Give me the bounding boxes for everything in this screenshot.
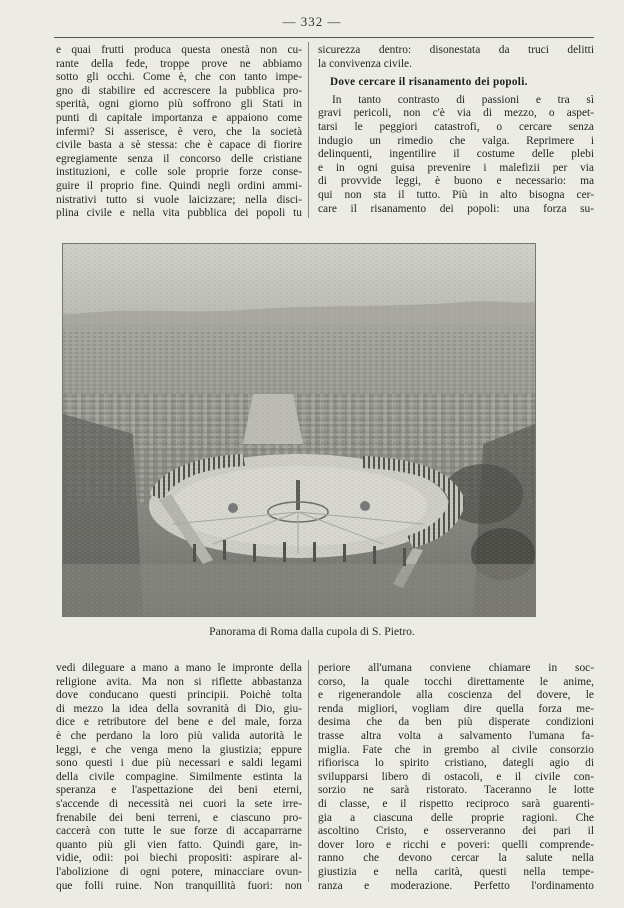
text-line: speranza e l'aspettazione dei beni eterni, (56, 784, 302, 797)
text-line: di mezzo la idea della sovranità di Dio, giu- (56, 702, 302, 715)
text-line: della civile compagine. Similmente estinta la (56, 770, 302, 783)
text-line: que folli ruine. Non tranquillità fuori: non (56, 879, 302, 892)
text-line: egregiamente senza il concorso delle cristiane (56, 152, 302, 165)
text-line: svilupparsi libero di ostacoli, e il civile con- (318, 770, 594, 783)
text-line: l'abolizione di ogni potere, minacciare ovun- (56, 865, 302, 878)
text-line: punti di capitale importanza e appaiono come (56, 111, 302, 124)
text-line: ranza e moderazione. Perfetto l'ordinamento (318, 879, 594, 892)
text-line: corso, la quale tocchi direttamente le anime, (318, 675, 594, 688)
text-line: di classe, e il rispetto reciproco sarà guarenti- (318, 797, 594, 810)
text-line: sicurezza dentro: disonestata da truci delitti (318, 44, 594, 56)
bottom-left-column (56, 662, 302, 893)
text-line: e quai frutti produca questa onestà non cu- (56, 44, 302, 56)
text-line: periore all'umana conviene chiamare in soc- (318, 662, 594, 674)
text-line: desima che da ben più disperate condizioni (318, 716, 594, 729)
text-line: di provvide leggi, è buono e necessario: ma (318, 175, 594, 188)
top-left-column (56, 44, 302, 221)
panorama-photo (62, 243, 536, 617)
text-line: leggi, e che venga meno la giustizia; eppure (56, 743, 302, 756)
text-line: qui non sta il tutto. Più in alto bisogna cer- (318, 188, 594, 201)
column-divider-bottom (308, 660, 309, 882)
text-line: giustizia e nella carità, questi nella tempe- (318, 865, 594, 878)
text-line: vidie, odii: poi biechi propositi: aspirare al- (56, 852, 302, 865)
text-line: ascoltino Cristo, e osserveranno dei pari il (318, 825, 594, 838)
text-line: vedi dileguare a mano a mano le impronte della (56, 662, 302, 674)
text-line: instituzioni, e colle sole proprie forze conse- (56, 166, 302, 179)
text-line: caccerà con tutte le sue forze di accaparrarne (56, 825, 302, 838)
bottom-right-column (318, 662, 594, 893)
text-line: quanto più gli vien fatto. Quindi gare, in- (56, 838, 302, 851)
header-rule (54, 37, 594, 38)
top-right-column (318, 44, 594, 216)
text-line: nistrativi tutto si vuole laicizzare; nella disci- (56, 193, 302, 206)
text-line: rifiorisca lo spirito cristiano, dategli agio di (318, 757, 594, 770)
text-line: e in ogni guisa prevenire i malefizii per via (318, 161, 594, 174)
text-line: è che perdano la loro più valida autorità le (56, 729, 302, 742)
text-line: sorzio ne sarà ristorato. Taceranno le lotte (318, 784, 594, 797)
text-line: infermi? Si asserisce, è vero, che la società (56, 125, 302, 138)
text-line: plina civile e nella vita pubblica dei popoli tu (56, 207, 302, 220)
section-heading: Dove cercare il risanamento dei popoli. (330, 76, 528, 89)
text-line: e rigenerandole alla coscienza del dovere, le (318, 689, 594, 702)
text-line: miglia. Fate che in grembo al civile consorzio (318, 743, 594, 756)
text-line: In tanto contrasto di passioni e tra sì (332, 93, 594, 106)
text-line: indugio un rimedio che valga. Reprimere i (318, 134, 594, 147)
text-line: sotto gli occhi. Come è, che con tanto impe- (56, 71, 302, 84)
text-line: dover loro e ricchi e poveri: quelli comprende- (318, 838, 594, 851)
text-line: dice e retributore del bene e del male, forza (56, 716, 302, 729)
text-line: renda migliori, vogliam dire quella forza me- (318, 702, 594, 715)
text-line: la convivenza civile. (318, 57, 412, 70)
text-line: sono questi i due più necessari e saldi legami (56, 757, 302, 770)
text-line: dove conducano questi principii. Poichè tolta (56, 689, 302, 702)
text-line: trasse altra volta a salvamento l'umana fa- (318, 729, 594, 742)
text-line: tarsi le peggiori catastrofi, o cercare senza (318, 120, 594, 133)
text-line: religione avita. Ma non si riflette abbastanza (56, 675, 302, 688)
text-line: gia a ciascuna delle proprie ragioni. Che (318, 811, 594, 824)
text-line: frenabile dei beni terreni, e ciascuno pro- (56, 811, 302, 824)
page-number: — 332 — (282, 14, 342, 29)
text-line: s'accende di necessità nei cuori la sete irre- (56, 797, 302, 810)
text-line: care il risanamento dei popoli: una forza su- (318, 202, 594, 215)
column-divider-top (308, 42, 309, 218)
text-line: ranno che devono cercar la salute nella (318, 852, 594, 865)
photo-caption: Panorama di Roma dalla cupola di S. Pietro. (209, 625, 415, 638)
text-line: civile basta a sè stessa: che è capace di fiorire (56, 139, 302, 152)
text-line: gno di stabilire ed accrescere la pubblica pro- (56, 84, 302, 97)
text-line: delinquenti, ingentilire il costume delle plebi (318, 148, 594, 161)
text-line: sperità, ogni giorno più soffrono gli Stati in (56, 98, 302, 111)
text-line: guire il proprio fine. Quindi negli ordini ammi- (56, 179, 302, 192)
text-line: gravi pericoli, non c'è via di mezzo, o aspet- (318, 107, 594, 120)
text-line: rante della fede, troppe prove ne abbiamo (56, 57, 302, 70)
